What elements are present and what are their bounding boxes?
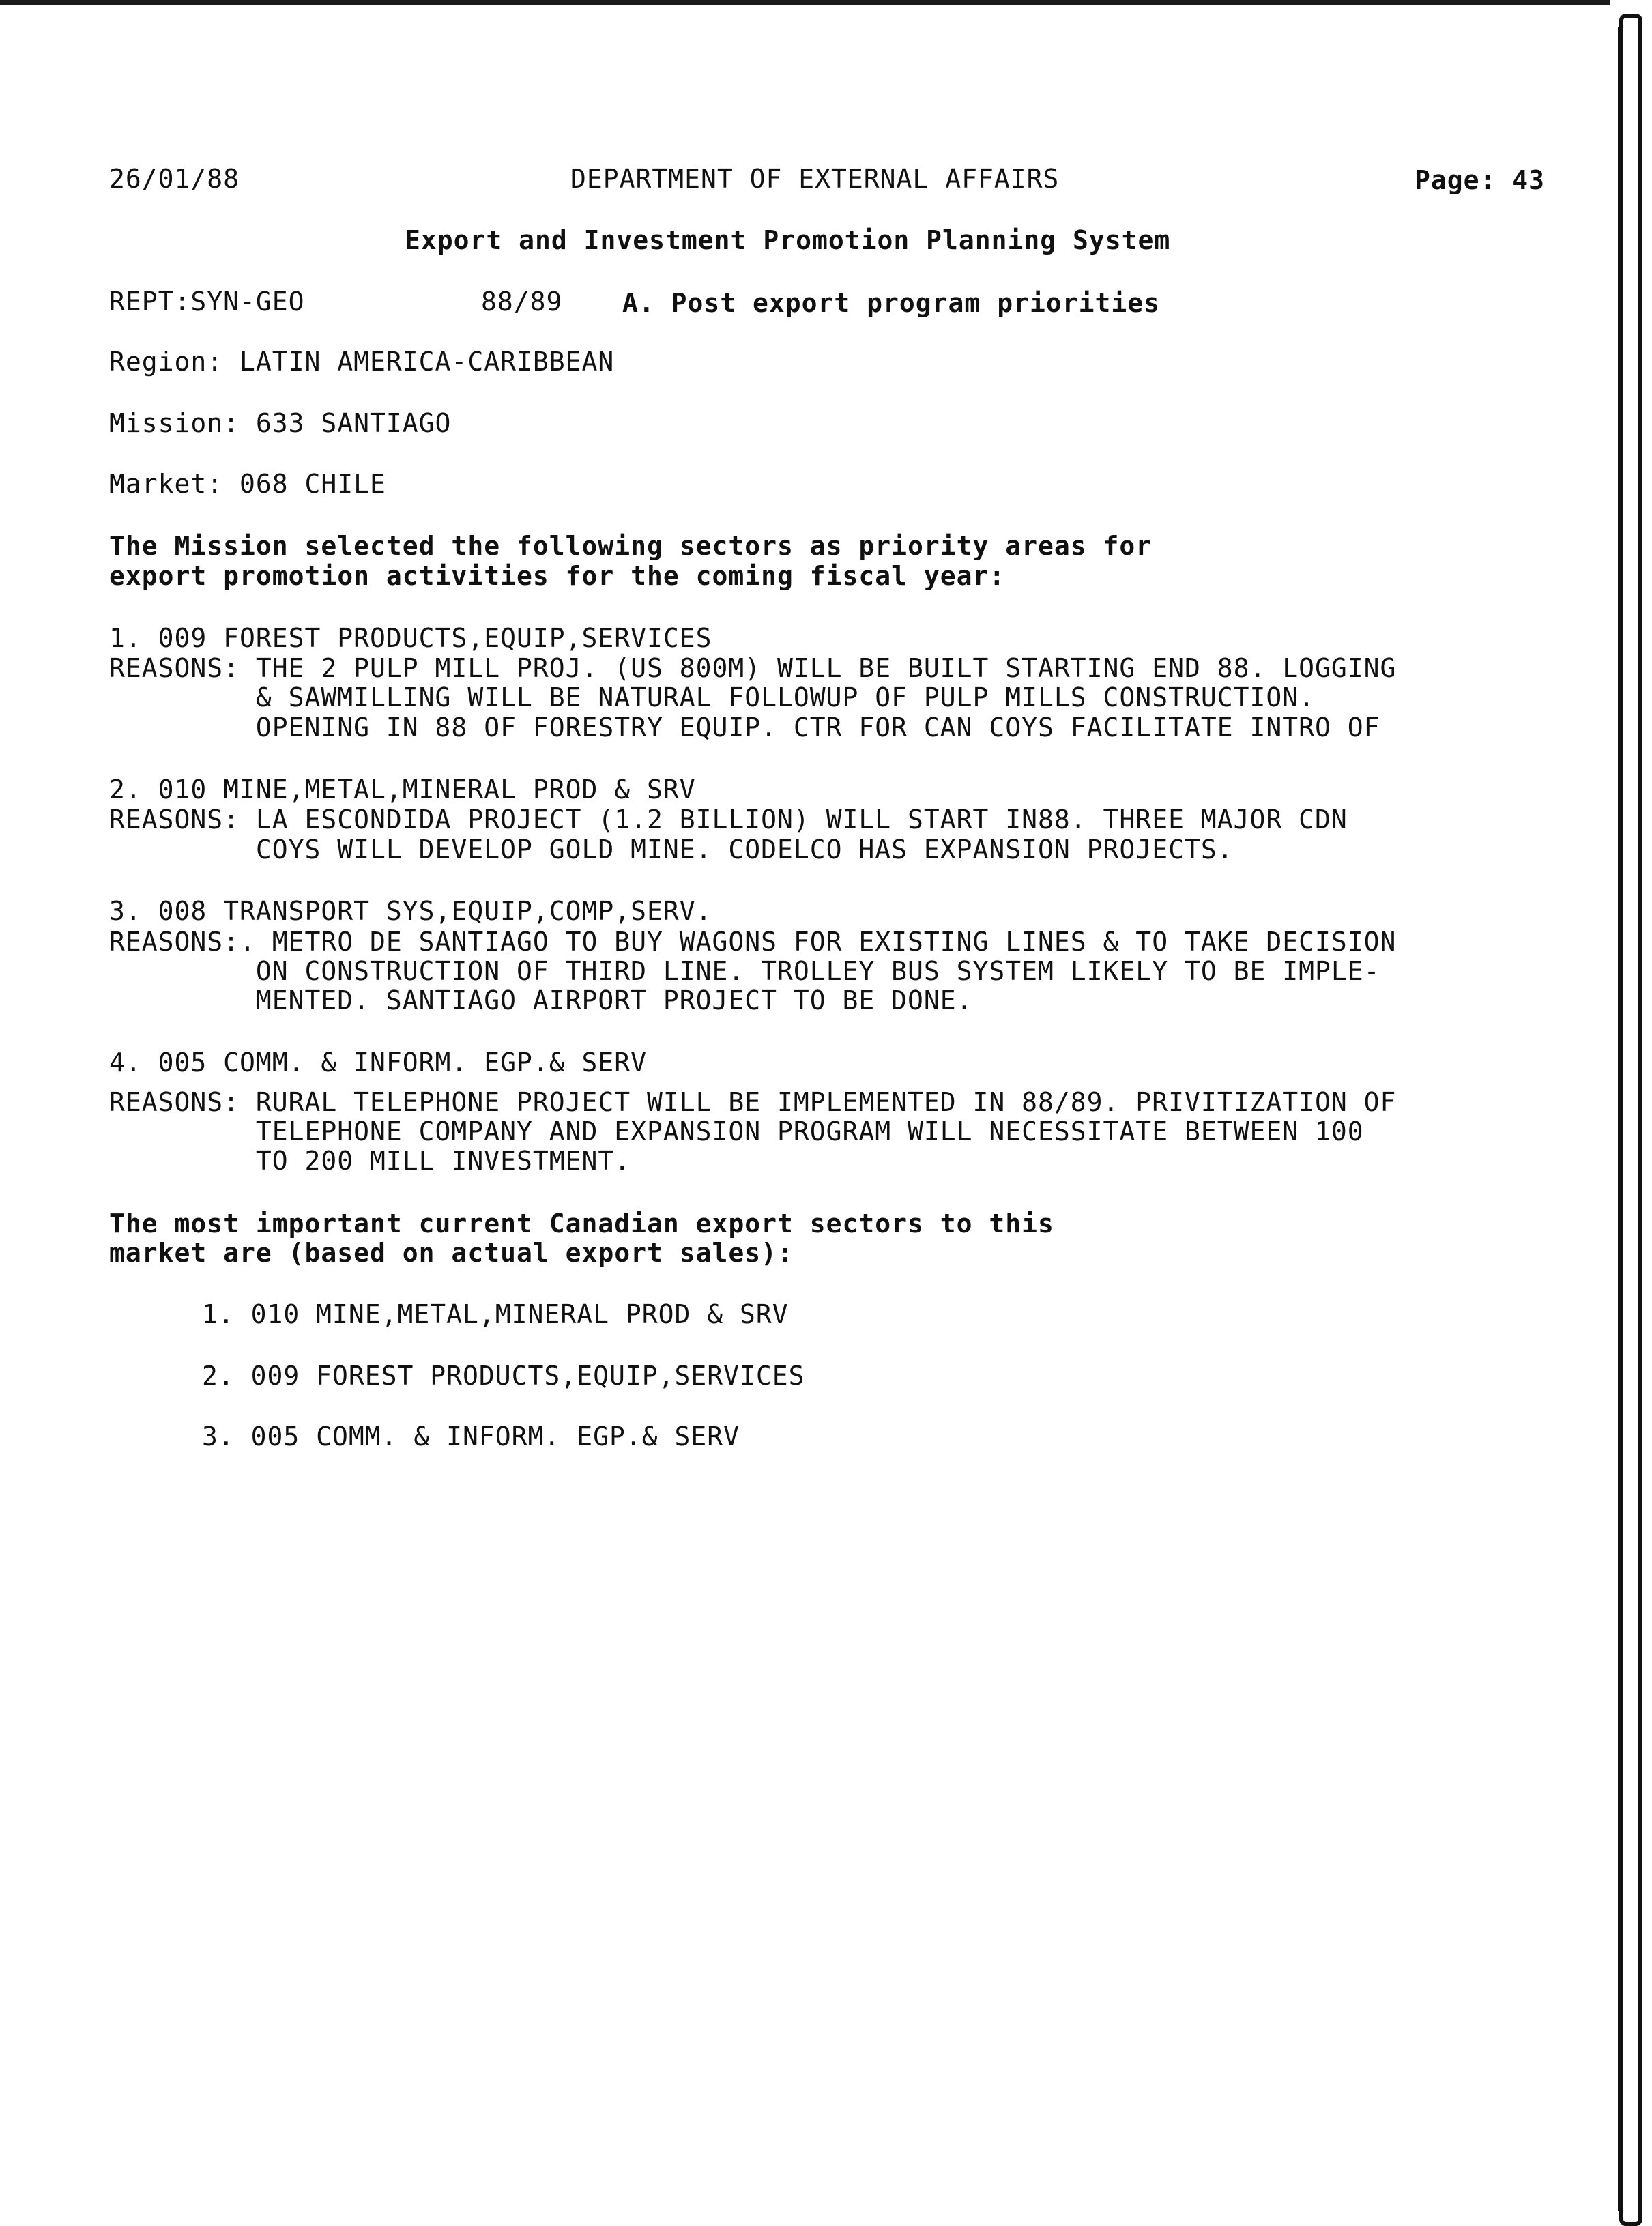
scan-top-edge — [0, 0, 1610, 5]
priority-reason-line: REASONS: LA ESCONDIDA PROJECT (1.2 BILLION) WILL START IN88. THREE MAJOR CDN — [109, 805, 1348, 835]
priority-reason-line: MENTED. SANTIAGO AIRPORT PROJECT TO BE DONE. — [109, 985, 973, 1015]
priority-reason-line: & SAWMILLING WILL BE NATURAL FOLLOWUP OF PULP MILLS CONSTRUCTION. — [109, 682, 1315, 712]
current-intro-line-2: market are (based on actual export sales): — [109, 1238, 794, 1268]
system-title: Export and Investment Promotion Planning System — [405, 225, 1171, 255]
page-number: Page: 43 — [1415, 165, 1546, 195]
priority-reason-line: OPENING IN 88 OF FORESTRY EQUIP. CTR FOR CAN COYS FACILITATE INTRO OF — [109, 712, 1380, 742]
priority-reason-line: REASONS: RURAL TELEPHONE PROJECT WILL BE IMPLEMENTED IN 88/89. PRIVITIZATION OF — [109, 1087, 1397, 1117]
fiscal-year: 88/89 — [481, 287, 563, 317]
current-sector-item: 3. 005 COMM. & INFORM. EGP.& SERV — [202, 1421, 740, 1451]
report-date: 26/01/88 — [109, 164, 240, 194]
current-sector-item: 1. 010 MINE,METAL,MINERAL PROD & SRV — [202, 1299, 789, 1329]
current-intro-line-1: The most important current Canadian export sectors to this — [109, 1209, 1054, 1239]
report-id: REPT:SYN-GEO — [109, 287, 305, 317]
binding-strip — [1619, 14, 1642, 2226]
report-title: A. Post export program priorities — [622, 288, 1160, 318]
market-label: Market: 068 CHILE — [109, 469, 386, 499]
priority-reason-line: REASONS: THE 2 PULP MILL PROJ. (US 800M) WILL BE BUILT STARTING END 88. LOGGING — [109, 653, 1397, 683]
priority-reason-line: COYS WILL DEVELOP GOLD MINE. CODELCO HAS EXPANSION PROJECTS. — [109, 835, 1234, 865]
department-name: DEPARTMENT OF EXTERNAL AFFAIRS — [570, 164, 1060, 194]
priority-reason-line: TO 200 MILL INVESTMENT. — [109, 1146, 631, 1176]
mission-label: Mission: 633 SANTIAGO — [109, 408, 452, 438]
priority-reason-line: ON CONSTRUCTION OF THIRD LINE. TROLLEY BUS SYSTEM LIKELY TO BE IMPLE- — [109, 956, 1380, 986]
page-binding — [1611, 0, 1652, 2224]
priority-sector-3: 3. 008 TRANSPORT SYS,EQUIP,COMP,SERV. — [109, 896, 712, 926]
priority-sector-2: 2. 010 MINE,METAL,MINERAL PROD & SRV — [109, 775, 696, 805]
region-label: Region: LATIN AMERICA-CARIBBEAN — [109, 347, 615, 377]
priority-reason-line: TELEPHONE COMPANY AND EXPANSION PROGRAM WILL NECESSITATE BETWEEN 100 — [109, 1116, 1364, 1146]
priority-reason-line: REASONS:. METRO DE SANTIAGO TO BUY WAGONS FOR EXISTING LINES & TO TAKE DECISION — [109, 927, 1397, 957]
priority-sector-1: 1. 009 FOREST PRODUCTS,EQUIP,SERVICES — [109, 623, 712, 653]
intro-line-1: The Mission selected the following sectors as priority areas for — [109, 531, 1153, 561]
priority-sector-4: 4. 005 COMM. & INFORM. EGP.& SERV — [109, 1047, 647, 1078]
intro-line-2: export promotion activities for the coming fiscal year: — [109, 561, 1006, 591]
binding-line — [1618, 27, 1621, 2211]
current-sector-item: 2. 009 FOREST PRODUCTS,EQUIP,SERVICES — [202, 1361, 805, 1391]
